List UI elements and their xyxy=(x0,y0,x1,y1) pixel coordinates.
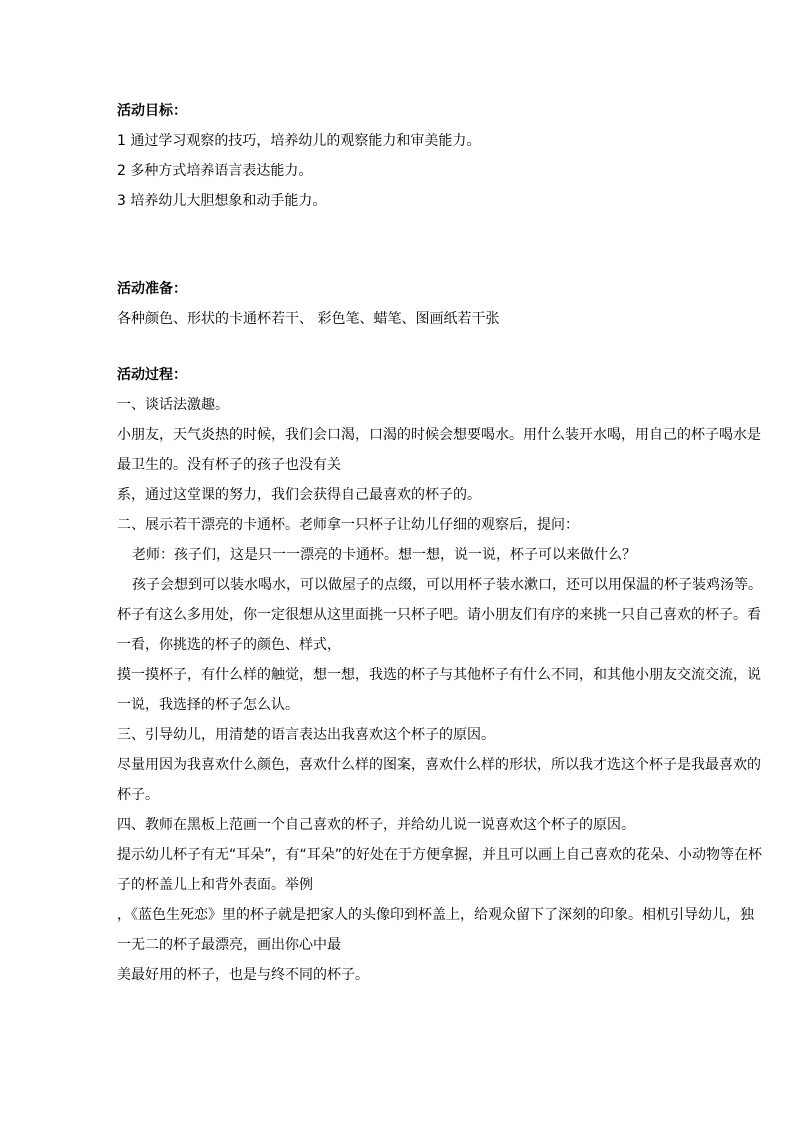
paragraph-line: 3 培养幼儿大胆想象和动手能力。 xyxy=(117,193,327,209)
paragraph-line: 杯子。 xyxy=(117,787,159,803)
paragraph-line: 2 多种方式培养语言表达能力。 xyxy=(117,163,313,179)
paragraph-line: 一、谈话法激趣。 xyxy=(117,397,229,413)
paragraph-line: 摸一摸杯子，有什么样的触觉，想一想，我选的杯子与其他杯子有什么不同，和其他小朋友交流交流，说 xyxy=(117,667,761,683)
section-heading-preparation: 活动准备： xyxy=(117,281,187,297)
paragraph-line: 老师：孩子们，这是只一一漂亮的卡通杯。想一想，说一说，杯子可以来做什么？ xyxy=(132,547,636,563)
paragraph-line: 一看，你挑选的杯子的颜色、样式， xyxy=(117,637,341,653)
paragraph-line: 尽量用因为我喜欢什么颜色，喜欢什么样的图案，喜欢什么样的形状，所以我才选这个杯子是我最喜欢的 xyxy=(117,757,761,773)
paragraph-line: 各种颜色、形状的卡通杯若干、 彩色笔、蜡笔、图画纸若干张 xyxy=(117,311,500,327)
paragraph-line: 提示幼儿杯子有无“耳朵”，有“耳朵”的好处在于方便拿握，并且可以画上自己喜欢的花朵、小动物等在杯 xyxy=(117,847,763,863)
document-content xyxy=(117,96,763,990)
paragraph-line: 小朋友，天气炎热的时候，我们会口渴，口渴的时候会想要喝水。用什么装开水喝，用自己的杯子喝水是 xyxy=(117,427,761,443)
paragraph-line: 一无二的杯子最漂亮，画出你心中最 xyxy=(117,937,341,953)
paragraph-line: 最卫生的。没有杯子的孩子也没有关 xyxy=(117,457,341,473)
section-goals xyxy=(117,96,679,216)
paragraph-line: 孩子会想到可以装水喝水，可以做屋子的点缀，可以用杯子装水漱口，还可以用保温的杯子装鸡汤等。 xyxy=(132,577,762,593)
paragraph-line: 1 通过学习观察的技巧，培养幼儿的观察能力和审美能力。 xyxy=(117,133,481,149)
section-heading-goals: 活动目标： xyxy=(117,103,187,119)
section-process xyxy=(117,360,763,990)
paragraph-line: 美最好用的杯子，也是与终不同的杯子。 xyxy=(117,967,369,983)
paragraph-line: 系，通过这堂课的努力，我们会获得自己最喜欢的杯子的。 xyxy=(117,487,481,503)
paragraph-line: 杯子有这么多用处，你一定很想从这里面挑一只杯子吧。请小朋友们有序的来挑一只自己喜欢的杯子。看 xyxy=(117,607,761,623)
section-heading-process: 活动过程： xyxy=(117,367,187,383)
paragraph-line: ，《蓝色生死恋》里的杯子就是把家人的头像印到杯盖上，给观众留下了深刻的印象。相机引导幼儿，独 xyxy=(117,907,754,923)
paragraph-line: 三、引导幼儿，用清楚的语言表达出我喜欢这个杯子的原因。 xyxy=(117,727,495,743)
paragraph-line: 一说，我选择的杯子怎么认。 xyxy=(117,697,299,713)
paragraph-line: 四、教师在黑板上范画一个自己喜欢的杯子，并给幼儿说一说喜欢这个杯子的原因。 xyxy=(117,817,635,833)
section-preparation xyxy=(117,274,679,334)
paragraph-line: 二、展示若干漂亮的卡通杯。老师拿一只杯子让幼儿仔细的观察后，提问： xyxy=(117,517,579,533)
paragraph-line: 子的杯盖儿上和背外表面。举例 xyxy=(117,877,313,893)
